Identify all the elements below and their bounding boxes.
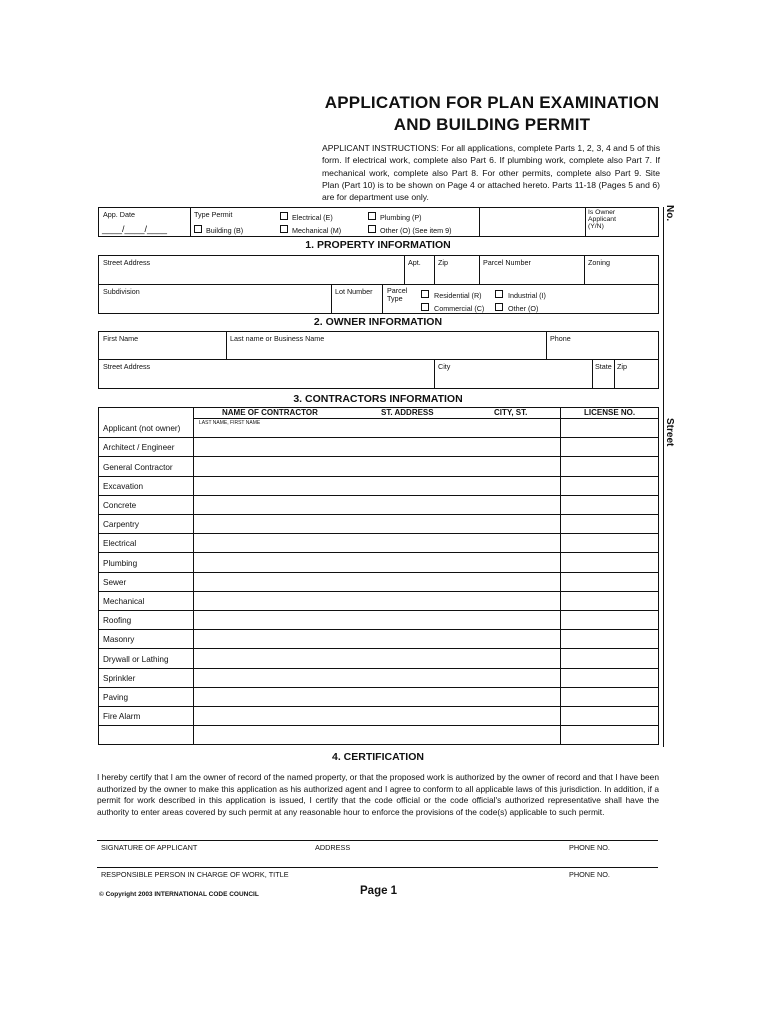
owner-state-label: State	[595, 362, 612, 371]
table-row[interactable]	[98, 514, 659, 515]
top-row-box	[98, 207, 659, 237]
owner-street-label: Street Address	[103, 362, 151, 371]
table-row[interactable]	[98, 687, 659, 688]
industrial-label: Industrial (I)	[508, 291, 546, 300]
table-row[interactable]	[98, 495, 659, 496]
other-parcel-checkbox[interactable]	[495, 303, 503, 311]
signature-label: SIGNATURE OF APPLICANT	[101, 843, 198, 852]
app-date-field[interactable]: ____/____/____	[102, 224, 168, 234]
trade-label: Concrete	[103, 501, 137, 510]
residential-checkbox[interactable]	[421, 290, 429, 298]
trade-label: Roofing	[103, 616, 132, 625]
street-address-label: Street Address	[103, 258, 151, 267]
copyright-text: © Copyright 2003 INTERNATIONAL CODE COUNCIL	[99, 891, 259, 898]
other-parcel-label: Other (O)	[508, 304, 539, 313]
form-title-line1: APPLICATION FOR PLAN EXAMINATION	[324, 93, 660, 112]
subdivision-label: Subdivision	[103, 287, 140, 296]
trade-label: Paving	[103, 693, 129, 702]
residential-label: Residential (R)	[434, 291, 482, 300]
parcel-number-label: Parcel Number	[483, 258, 531, 267]
table-row[interactable]	[98, 629, 659, 630]
trade-label: Sewer	[103, 578, 127, 587]
col-address-header: ST. ADDRESS	[381, 408, 434, 417]
table-row[interactable]	[98, 591, 659, 592]
address-label: ADDRESS	[315, 843, 351, 852]
owner-city-label: City	[438, 362, 451, 371]
section2-title: 2. OWNER INFORMATION	[313, 316, 443, 328]
mechanical-label: Mechanical (M)	[292, 226, 342, 235]
trade-label: Carpentry	[103, 520, 139, 529]
trade-label: Sprinkler	[103, 674, 136, 683]
plumbing-label: Plumbing (P)	[380, 213, 422, 222]
table-row[interactable]	[98, 476, 659, 477]
table-row[interactable]	[98, 437, 659, 438]
col-name-header: NAME OF CONTRACTOR	[222, 408, 318, 417]
plumbing-checkbox[interactable]	[368, 212, 376, 220]
col-license-header: LICENSE NO.	[584, 408, 636, 417]
commercial-checkbox[interactable]	[421, 303, 429, 311]
last-name-label: Last name or Business Name	[230, 334, 325, 343]
side-street-label: Street	[664, 418, 675, 447]
side-no-label: No.	[664, 205, 675, 222]
col-city-header: CITY, ST.	[494, 408, 528, 417]
parcel-type-label-1: Parcel	[387, 286, 408, 295]
electrical-label: Electrical (E)	[292, 213, 333, 222]
trade-label: General Contractor	[103, 463, 173, 472]
trade-label: Mechanical	[103, 597, 145, 606]
owner-phone-label: Phone	[550, 334, 571, 343]
side-rule	[663, 207, 664, 747]
commercial-label: Commercial (C)	[434, 304, 485, 313]
section4-title: 4. CERTIFICATION	[332, 751, 424, 763]
table-row[interactable]	[98, 725, 659, 726]
building-label: Building (B)	[206, 226, 244, 235]
app-date-label: App. Date	[103, 210, 135, 219]
signature-line[interactable]	[97, 840, 658, 841]
phone2-label: PHONE NO.	[569, 870, 610, 879]
is-owner-label-1: Is Owner	[588, 209, 616, 216]
first-name-label: First Name	[103, 334, 139, 343]
phone1-label: PHONE NO.	[569, 843, 610, 852]
lot-number-label: Lot Number	[335, 287, 373, 296]
electrical-checkbox[interactable]	[280, 212, 288, 220]
industrial-checkbox[interactable]	[495, 290, 503, 298]
trade-label: Excavation	[103, 482, 144, 491]
trade-label: Architect / Engineer	[103, 443, 175, 452]
trade-label: Electrical	[103, 539, 137, 548]
table-row[interactable]	[98, 456, 659, 457]
applicant-instructions: APPLICANT INSTRUCTIONS: For all applications, complete Parts 1, 2, 3, 4 and 5 of this form. If electrical work, complete also Part 6. If plumbing work, complete also Part 7. If mechanical work, complete also Part 8. For other permits, complete also Part 9. Site Plan (Part 10) is to be shown on Page 4 or attached hereto. Parts 11-18 (Pages 5 and 6) are for department use only.	[322, 143, 660, 203]
table-row[interactable]	[98, 648, 659, 649]
owner-zip-label: Zip	[617, 362, 627, 371]
table-row[interactable]	[98, 552, 659, 553]
table-row[interactable]	[98, 533, 659, 534]
section3-title: 3. CONTRACTORS INFORMATION	[293, 393, 463, 405]
certification-text: I hereby certify that I am the owner of record of the named property, or that the proposed work is authorized by the owner of record and that I have been authorized by the owner to make this application as his authorized agent and I agree to conform to all applicable laws of this jurisdiction. In addition, if a permit for work described in this application is issued, I certify that the code official or the code official's authorized representative shall have the authority to enter areas covered by such permit at any reasonable hour to enforce the provisions of the code(s) applicable to such permit.	[97, 772, 659, 817]
form-title-line2: AND BUILDING PERMIT	[393, 115, 591, 134]
is-owner-label-2: Applicant	[588, 216, 616, 223]
responsible-label: RESPONSIBLE PERSON IN CHARGE OF WORK, TITLE	[101, 870, 289, 879]
contractors-table	[98, 407, 659, 745]
apt-label: Apt.	[408, 258, 421, 267]
section1-title: 1. PROPERTY INFORMATION	[305, 239, 451, 251]
page-number: Page 1	[360, 885, 398, 897]
zoning-label: Zoning	[588, 258, 610, 267]
table-row[interactable]	[98, 668, 659, 669]
trade-label: Fire Alarm	[103, 712, 141, 721]
zip-label: Zip	[438, 258, 448, 267]
trade-label: Masonry	[103, 635, 135, 644]
owner-box	[98, 331, 659, 389]
type-permit-label: Type Permit	[194, 210, 233, 219]
parcel-type-label-2: Type	[387, 294, 403, 303]
is-owner-label-3: (Y/N)	[588, 223, 604, 230]
building-checkbox[interactable]	[194, 225, 202, 233]
other-permit-label: Other (O) (See item 9)	[380, 226, 452, 235]
mechanical-checkbox[interactable]	[280, 225, 288, 233]
other-permit-checkbox[interactable]	[368, 225, 376, 233]
responsible-line[interactable]	[97, 867, 658, 868]
table-row[interactable]	[98, 706, 659, 707]
trade-label: Drywall or Lathing	[103, 655, 169, 664]
trade-label: Applicant (not owner)	[103, 424, 181, 433]
table-row[interactable]	[98, 610, 659, 611]
table-row[interactable]	[98, 572, 659, 573]
col-name-subheader: LAST NAME, FIRST NAME	[199, 420, 261, 426]
trade-label: Plumbing	[103, 559, 138, 568]
